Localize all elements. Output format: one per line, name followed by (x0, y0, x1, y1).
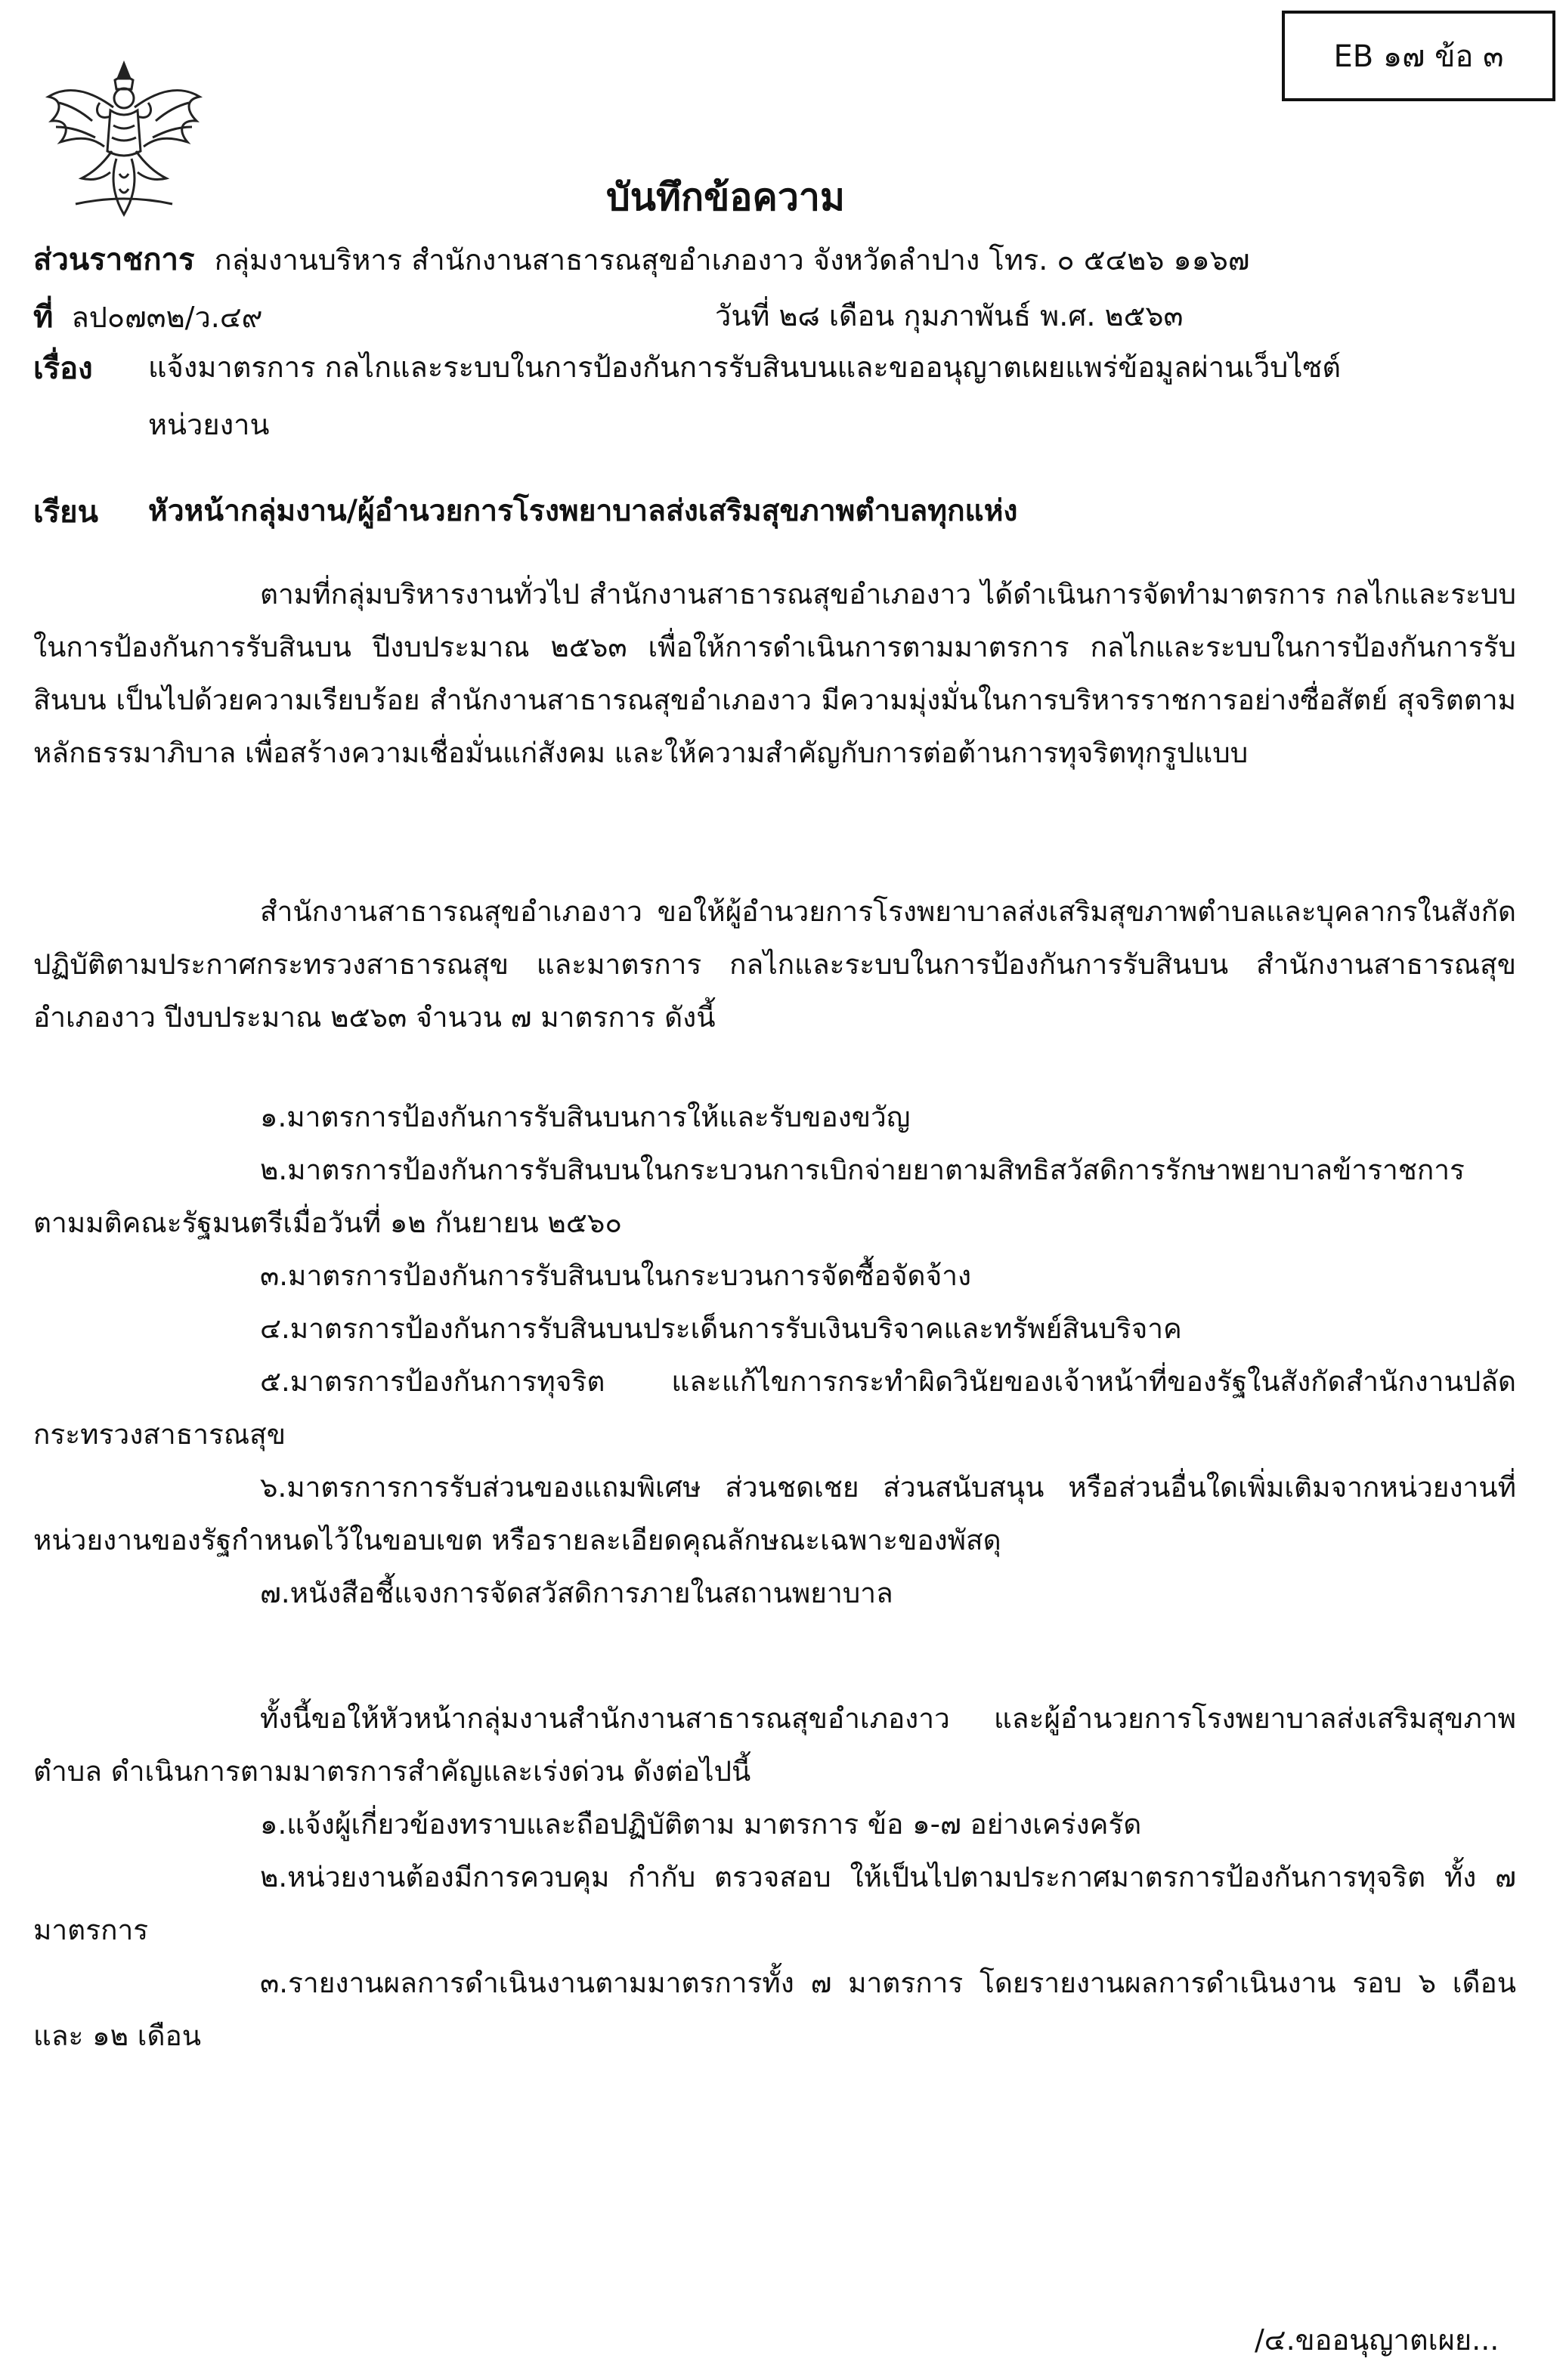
doc-number-label: ที่ (33, 300, 54, 335)
reference-box (1282, 11, 1555, 101)
subject-label: เรื่อง (33, 351, 93, 386)
recipient-label: เรียน (33, 495, 98, 530)
list-item: ๓.รายงานผลการดำเนินงานตามมาตรการทั้ง ๗ มาตรการ โดยรายงานผลการดำเนินงาน รอบ ๖ เดือน และ ๑๒ เดือน (33, 1967, 1516, 2052)
body-paragraph-3 (33, 1692, 1516, 2063)
list-item: ๗.หนังสือชี้แจงการจัดสวัสดิการภายในสถานพยาบาล (260, 1577, 893, 1609)
body-paragraph-1 (33, 568, 1516, 780)
list-item: ๔.มาตรการป้องกันการรับสินบนประเด็นการรับเงินบริจาคและทรัพย์สินบริจาค (260, 1312, 1182, 1345)
list-item: ๖.มาตรการการรับส่วนของแถมพิเศษ ส่วนชดเชย ส่วนสนับสนุน หรือส่วนอื่นใดเพิ่มเติมจากหน่วยงานที่หน่วยงานของรัฐกำหนดไว้ในขอบเขต หรือรายละเอียดคุณลักษณะเฉพาะของพัสดุ (33, 1471, 1516, 1556)
subject-line-2: หน่วยงาน (148, 408, 270, 441)
agency-row (33, 242, 1249, 278)
paragraph-text: ตามที่กลุ่มบริหารงานทั่วไป สำนักงานสาธารณสุขอำเภองาว ได้ดำเนินการจัดทำมาตรการ กลไกและระบบในการป้องกันการรับสินบน ปีงบประมาณ ๒๕๖๓ เพื่อให้การดำเนินการตามมาตรการ กลไกและระบบในการป้องกันการรับสินบน เป็นไปด้วยความเรียบร้อย สำนักงานสาธารณสุขอำเภองาว มีความมุ่งมั่นในการบริหารราชการอย่างซื่อสัตย์ สุจริตตามหลักธรรมาภิบาล เพื่อสร้างความเชื่อมั่นแก่สังคม และให้ความสำคัญกับการต่อต้านการทุจริตทุกรูปแบบ (33, 578, 1516, 769)
recipient-value: หัวหน้ากลุ่มงาน/ผู้อำนวยการโรงพยาบาลส่งเสริมสุขภาพตำบลทุกแห่ง (148, 494, 1018, 528)
list-item: ๑.แจ้งผู้เกี่ยวข้องทราบและถือปฏิบัติตาม มาตรการ ข้อ ๑-๗ อย่างเคร่งครัด (260, 1808, 1142, 1841)
agency-value: กลุ่มงานบริหาร สำนักงานสาธารณสุขอำเภองาว จังหวัดลำปาง โทร. ๐ ๕๔๒๖ ๑๑๖๗ (214, 243, 1250, 277)
subject-label-row (33, 351, 93, 387)
list-item: ๓.มาตรการป้องกันการรับสินบนในกระบวนการจัดซื้อจัดจ้าง (260, 1260, 972, 1292)
recipient-label-row (33, 494, 98, 530)
list-item: ๕.มาตรการป้องกันการทุจริต และแก้ไขการกระทำผิดวินัยของเจ้าหน้าที่ของรัฐในสังกัดสำนักงานปลัดกระทรวงสาธารณสุข (33, 1365, 1516, 1451)
doc-number-row (33, 299, 262, 335)
continuation-note: /๔.ขออนุญาตเผย... (1255, 2323, 1499, 2357)
document-title: บันทึกข้อความ (606, 175, 845, 219)
doc-number-value: ลป๐๗๓๒/ว.๔๙ (71, 301, 263, 334)
paragraph-text: ทั้งนี้ขอให้หัวหน้ากลุ่มงานสำนักงานสาธารณสุขอำเภองาว และผู้อำนวยการโรงพยาบาลส่งเสริมสุขภาพตำบล ดำเนินการตามมาตรการสำคัญและเร่งด่วน ดังต่อไปนี้ (33, 1702, 1516, 1788)
reference-code: EB ๑๗ ข้อ ๓ (1333, 39, 1504, 74)
list-item: ๒.หน่วยงานต้องมีการควบคุม กำกับ ตรวจสอบ ให้เป็นไปตามประกาศมาตรการป้องกันการทุจริต ทั้ง ๗ มาตรการ (33, 1861, 1516, 1946)
subject-line-1: แจ้งมาตรการ กลไกและระบบในการป้องกันการรับสินบนและขออนุญาตเผยแพร่ข้อมูลผ่านเว็บไซต์ (148, 351, 1342, 384)
agency-label: ส่วนราชการ (33, 243, 195, 277)
list-item: ๑.มาตรการป้องกันการรับสินบนการให้และรับของขวัญ (260, 1101, 911, 1133)
measures-list (33, 1091, 1516, 1620)
list-item: ๒.มาตรการป้องกันการรับสินบนในกระบวนการเบิกจ่ายยาตามสิทธิสวัสดิการรักษาพยาบาลข้าราชการ ตามมติคณะรัฐมนตรีเมื่อวันที่ ๑๒ กันยายน ๒๕๖๐ (33, 1154, 1465, 1239)
date-row (715, 299, 1184, 334)
date-value: วันที่ ๒๘ เดือน กุมภาพันธ์ พ.ศ. ๒๕๖๓ (715, 299, 1184, 332)
paragraph-text: สำนักงานสาธารณสุขอำเภองาว ขอให้ผู้อำนวยการโรงพยาบาลส่งเสริมสุขภาพตำบลและบุคลากรในสังกัด ปฏิบัติตามประกาศกระทรวงสาธารณสุข และมาตรการ กลไกและระบบในการป้องกันการรับสินบน สำนักงานสาธารณสุขอำเภองาว ปีงบประมาณ ๒๕๖๓ จำนวน ๗ มาตรการ ดังนี้ (33, 895, 1516, 1034)
body-paragraph-2 (33, 886, 1516, 1044)
